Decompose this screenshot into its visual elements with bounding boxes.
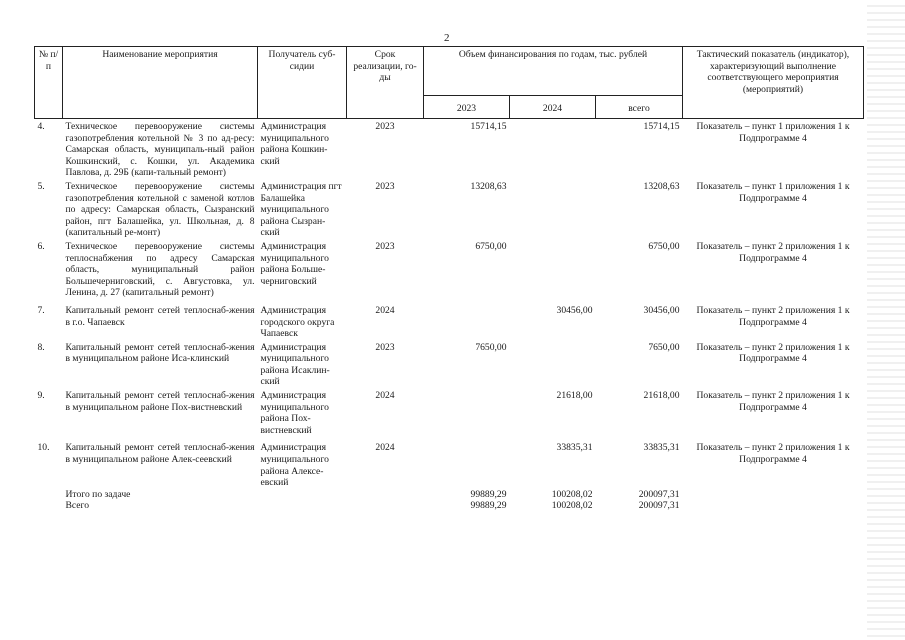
- row-term: 2023: [375, 341, 395, 353]
- row-value-2024: 33835,31: [556, 442, 593, 454]
- row-num: 7.: [37, 304, 45, 316]
- row-value-total: 7650,00: [648, 341, 680, 353]
- row-num: 6.: [37, 240, 45, 252]
- row-num: 8.: [37, 341, 45, 353]
- table-row: [35, 241, 864, 299]
- header-indicator: Тактический показатель (индикатор), характеризующий выполнение соответствующего мероприятия (мероприятий): [683, 47, 864, 119]
- row-name: Капитальный ремонт сетей теплоснаб-жения в г.о. Чапаевск: [65, 304, 255, 328]
- row-indicator: Показатель – пункт 2 приложения 1 к Подпрограмме 4: [696, 240, 850, 264]
- header-num: № п/п: [35, 47, 63, 119]
- row-name: Техническое перевооружение системы теплоснабжения по адресу Самарская область, муниципальный район Большечерниговский, с. Августовка, ул. Ленина, д. 27 (капитальный ремонт): [65, 240, 255, 299]
- row-num: 4.: [37, 121, 45, 132]
- row-recipient: Администрация муниципального района Пох-вистневский: [260, 390, 329, 436]
- funding-table: [34, 46, 864, 512]
- row-recipient: Администрация пгт Балашейка муниципального района Сызран-ский: [260, 180, 342, 239]
- row-value-2023: [424, 390, 510, 436]
- row-name: Капитальный ремонт сетей теплоснаб-жения в муниципальном районе Алек-сеевский: [65, 442, 255, 466]
- header-total: всего: [596, 96, 683, 119]
- row-term: 2023: [375, 180, 395, 192]
- row-recipient: Администрация городского округа Чапаевск: [260, 304, 335, 340]
- header-recipient: Получатель суб-сидии: [258, 47, 347, 119]
- row-indicator: Показатель – пункт 2 приложения 1 к Подпрограмме 4: [696, 390, 850, 413]
- header-year-2024: 2024: [510, 96, 596, 119]
- totals-label: Всего: [65, 500, 90, 512]
- row-term: 2024: [375, 442, 395, 454]
- row-recipient: Администрация муниципального района Кошкин-ский: [260, 121, 329, 167]
- row-indicator: Показатель – пункт 2 приложения 1 к Подпрограмме 4: [696, 442, 850, 466]
- row-value-2024: [510, 342, 596, 388]
- table-header-row: [35, 47, 864, 96]
- totals-value-total: 200097,31: [638, 500, 680, 512]
- row-recipient: Администрация муниципального района Больше-черниговский: [260, 240, 329, 287]
- row-value-2023: [424, 442, 510, 488]
- row-value-2023: 7650,00: [475, 341, 507, 353]
- row-num: 10.: [37, 442, 50, 454]
- row-value-2023: [424, 305, 510, 340]
- totals-row-all: [35, 500, 864, 512]
- row-indicator: Показатель – пункт 1 приложения 1 к Подпрограмме 4: [696, 121, 850, 144]
- row-value-2024: [510, 241, 596, 299]
- header-year-2023: 2023: [424, 96, 510, 119]
- row-name: Техническое перевооружение системы газопотребления котельной № 3 по ад-ресу: Самарская область, муниципаль-ный район Кошкинский, с. Кошки, ул. Академика Павлова, д. 29Б (капи-тальный ремонт): [65, 121, 255, 179]
- row-num: 9.: [37, 390, 45, 402]
- header-funding: Объем финансирования по годам, тыс. рублей: [424, 47, 683, 96]
- row-recipient: Администрация муниципального района Исаклин-ский: [260, 341, 330, 388]
- row-value-2023: 15714,15: [470, 121, 507, 132]
- totals-value-2024: 100208,02: [551, 488, 593, 500]
- row-value-total: 33835,31: [643, 442, 680, 454]
- row-value-2024: 21618,00: [556, 390, 593, 402]
- row-value-2023: 6750,00: [475, 240, 507, 252]
- row-value-total: 21618,00: [643, 390, 680, 402]
- table-row: [35, 181, 864, 239]
- totals-value-2024: 100208,02: [551, 500, 593, 512]
- totals-label: Итого по задаче: [65, 488, 131, 500]
- row-value-total: 30456,00: [643, 304, 680, 316]
- page-number: 2: [444, 32, 450, 44]
- row-term: 2024: [375, 390, 395, 402]
- totals-value-2023: 99889,29: [470, 488, 507, 500]
- row-value-total: 15714,15: [643, 121, 680, 132]
- header-term: Срок реализации, го-ды: [347, 47, 424, 119]
- table-row: [35, 305, 864, 340]
- row-value-2024: 30456,00: [556, 304, 593, 316]
- row-name: Капитальный ремонт сетей теплоснаб-жения в муниципальном районе Иса-клинский: [65, 341, 255, 365]
- totals-row-task: [35, 489, 864, 501]
- table-row: [35, 342, 864, 388]
- row-num: 5.: [37, 180, 45, 192]
- row-value-total: 6750,00: [648, 240, 680, 252]
- row-indicator: Показатель – пункт 1 приложения 1 к Подпрограмме 4: [696, 180, 850, 204]
- scan-edge-noise: [867, 0, 905, 640]
- table-row: [35, 121, 864, 179]
- table-row: [35, 390, 864, 436]
- header-name: Наименование мероприятия: [63, 47, 258, 119]
- row-value-total: 13208,63: [643, 180, 680, 192]
- row-value-2023: 13208,63: [470, 180, 507, 192]
- row-value-2024: [510, 121, 596, 179]
- row-value-2024: [510, 181, 596, 239]
- totals-value-total: 200097,31: [638, 488, 680, 500]
- row-recipient: Администрация муниципального района Алексе-евский: [260, 442, 329, 489]
- row-term: 2023: [375, 240, 395, 252]
- row-name: Капитальный ремонт сетей теплоснаб-жения в муниципальном районе Пох-вистневский: [65, 390, 255, 413]
- row-term: 2023: [375, 121, 395, 132]
- row-term: 2024: [375, 304, 395, 316]
- totals-value-2023: 99889,29: [470, 500, 507, 512]
- row-indicator: Показатель – пункт 2 приложения 1 к Подпрограмме 4: [696, 341, 850, 365]
- row-indicator: Показатель – пункт 2 приложения 1 к Подпрограмме 4: [696, 304, 850, 328]
- row-name: Техническое перевооружение системы газопотребления котельной с заменой котлов по адресу: Самарская область, Сызранский район, пгт Балашейка, ул. Школьная, д. 8 (капитальный ре-монт): [65, 180, 255, 239]
- table-row: [35, 442, 864, 488]
